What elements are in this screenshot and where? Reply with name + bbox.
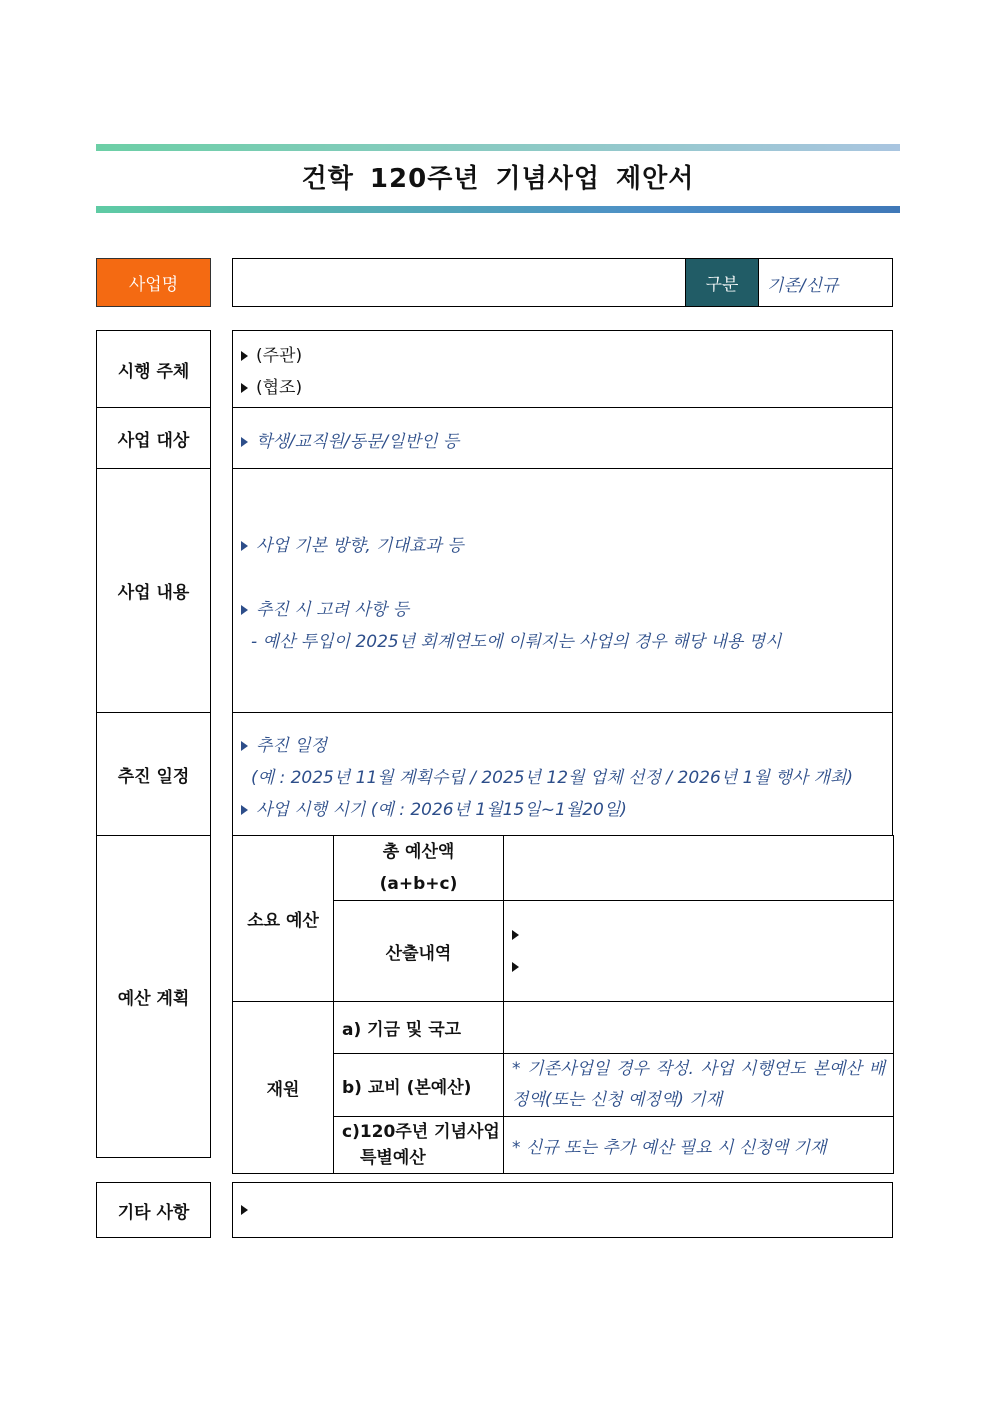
organizer-label: 시행 주체 [96, 330, 211, 408]
bullet-icon [512, 962, 519, 972]
bullet-icon [512, 930, 519, 940]
bullet-icon [241, 1205, 248, 1215]
content-hint-2: 추진 시 고려 사항 등 [256, 600, 409, 620]
fund-a-value[interactable] [504, 1002, 894, 1054]
organizer-line-2: (협조) [256, 378, 303, 398]
bullet-icon [241, 605, 248, 615]
budget-label: 예산 계획 [96, 835, 211, 1158]
fund-a-label: a) 기금 및 국고 [334, 1002, 504, 1054]
category-label: 구분 [685, 259, 759, 306]
content-cell[interactable] [232, 468, 893, 713]
schedule-hint-2: (예 : 2025년 11월 계획수립 / 2025년 12월 업체 선정 / 2026년 1월 행사 개최) [251, 768, 853, 788]
schedule-hint-3: 사업 시행 시기 (예 : 2026년 1월15일~1월20일) [256, 800, 627, 820]
target-label: 사업 대상 [96, 407, 211, 469]
page-title: 건학 120주년 기념사업 제안서 [301, 164, 695, 194]
organizer-cell[interactable] [232, 330, 893, 408]
breakdown-value[interactable] [504, 901, 894, 1002]
bullet-icon [241, 741, 248, 751]
project-name-field[interactable] [233, 259, 684, 306]
schedule-hint-1: 추진 일정 [256, 736, 328, 756]
required-budget-label: 소요 예산 [233, 836, 334, 1002]
content-hint-3: - 예산 투입이 2025년 회계연도에 이뤄지는 사업의 경우 해당 내용 명시 [251, 632, 782, 652]
bullet-icon [241, 383, 248, 393]
content-label: 사업 내용 [96, 468, 211, 713]
fund-c-label: c)120주년 기념사업 특별예산 [334, 1117, 504, 1174]
category-value[interactable]: 기존/신규 [767, 276, 839, 296]
fund-b-hint[interactable]: * 기존사업일 경우 작성. 사업 시행연도 본예산 배정액(또는 신청 예정액) 기재 [504, 1054, 894, 1117]
project-name-label: 사업명 [96, 258, 211, 307]
funding-label: 재원 [233, 1002, 334, 1174]
budget-table [232, 835, 894, 1174]
schedule-label: 추진 일정 [96, 712, 211, 836]
content-hint-1: 사업 기본 방향, 기대효과 등 [256, 536, 464, 556]
project-name-row [232, 258, 893, 307]
bullet-icon [241, 351, 248, 361]
organizer-line-1: (주관) [256, 346, 303, 366]
bullet-icon [241, 541, 248, 551]
title-top-bar [96, 144, 900, 151]
schedule-cell[interactable] [232, 712, 893, 836]
total-budget-value[interactable] [504, 836, 894, 901]
target-cell[interactable] [232, 407, 893, 469]
other-cell[interactable] [232, 1182, 893, 1238]
bullet-icon [241, 437, 248, 447]
fund-b-label: b) 교비 (본예산) [334, 1054, 504, 1117]
title-bottom-bar [96, 206, 900, 213]
breakdown-label: 산출내역 [334, 901, 504, 1002]
other-label: 기타 사항 [96, 1182, 211, 1238]
bullet-icon [241, 805, 248, 815]
total-budget-label: 총 예산액 (a+b+c) [334, 836, 504, 901]
target-hint: 학생/교직원/동문/일반인 등 [256, 432, 460, 452]
fund-c-hint[interactable]: * 신규 또는 추가 예산 필요 시 신청액 기재 [504, 1117, 894, 1174]
